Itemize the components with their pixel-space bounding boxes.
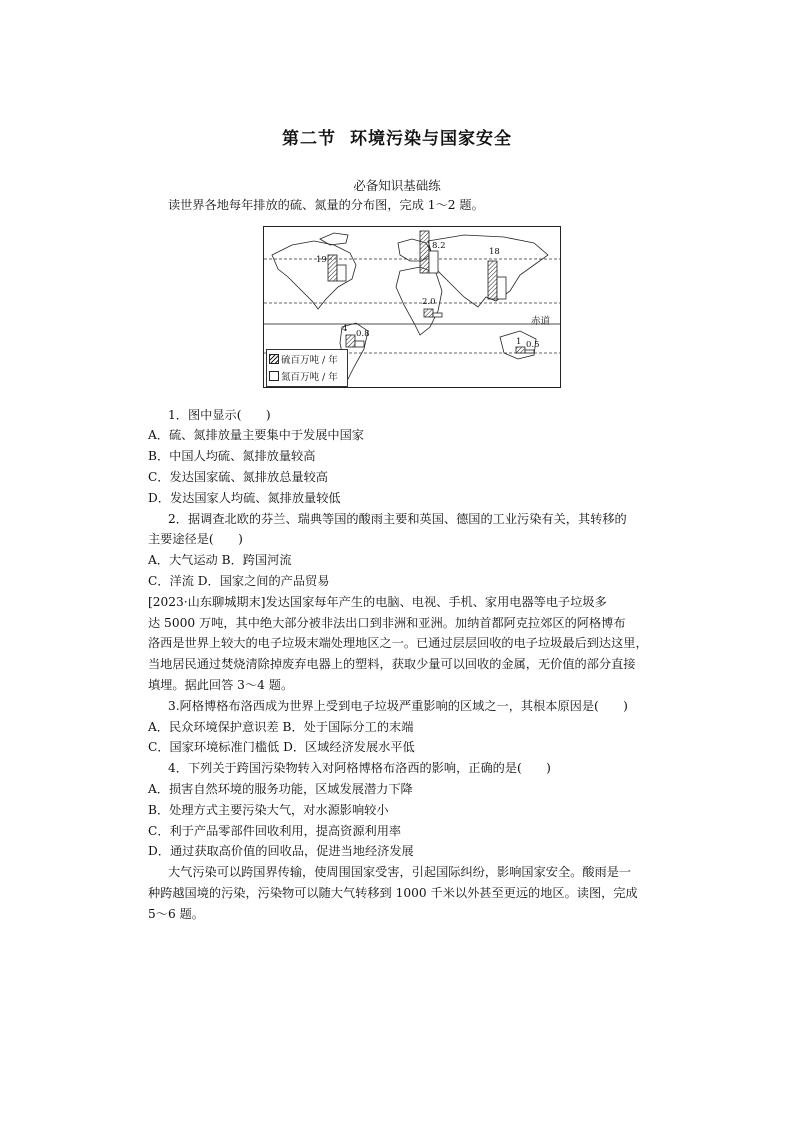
passage2-line3: 洛西是世界上较大的电子垃圾末端处理地区之一。已通过层层回收的电子垃圾最后到达这里， xyxy=(148,636,648,650)
q1-option-b: B．中国人均硫、氮排放量较高 xyxy=(148,449,316,463)
bar-eu-sulfur xyxy=(420,231,429,273)
q4-option-d: D．通过获取高价值的回收品，促进当地经济发展 xyxy=(148,844,414,858)
passage3-line2: 种跨越国境的污染，污染物可以随大气转移到 1000 千米以外甚至更远的地区。读图，完成 xyxy=(148,886,638,900)
value-label: 19 xyxy=(316,255,327,265)
equator-label: 赤道 xyxy=(530,316,550,327)
value-label: 0.8 xyxy=(356,329,370,339)
bar-oc-nitrogen xyxy=(525,350,534,353)
value-label: 18 xyxy=(489,247,500,257)
section-number: 第二节 xyxy=(282,129,336,149)
q2-stem-line2: 主要途径是( ) xyxy=(148,532,243,546)
passage2-line1: [2023·山东聊城期末]发达国家每年产生的电脑、电视、手机、家用电器等电子垃圾多 xyxy=(148,595,607,609)
passage3-line1: 大气污染可以跨国界传输，使周围国家受害，引起国际纠纷，影响国家安全。酸雨是一 xyxy=(168,865,632,879)
bar-na-nitrogen xyxy=(337,265,346,281)
bar-na-sulfur xyxy=(328,255,337,281)
passage2-line5: 填埋。据此回答 3～4 题。 xyxy=(148,678,294,692)
hatched-swatch-icon xyxy=(269,354,279,364)
bar-af-nitrogen xyxy=(433,313,442,317)
q4-stem: 4．下列关于跨国污染物转入对阿格博格布洛西的影响，正确的是( ) xyxy=(168,761,551,775)
section-title: 环境污染与国家安全 xyxy=(350,129,512,149)
page-subtitle: 必备知识基础练 xyxy=(353,178,441,193)
q4-option-a: A．损害自然环境的服务功能，区域发展潜力下降 xyxy=(148,782,413,796)
q2-stem-line1: 2．据调查北欧的芬兰、瑞典等国的酸雨主要和英国、德国的工业污染有关，其转移的 xyxy=(168,512,627,526)
legend-item-nitrogen xyxy=(267,367,347,384)
bar-sa-sulfur xyxy=(346,335,355,347)
q1-option-a: A．硫、氮排放量主要集中于发展中国家 xyxy=(148,428,364,442)
bar-as-sulfur xyxy=(488,261,497,299)
q2-options-cd: C．洋流 D．国家之间的产品贸易 xyxy=(148,574,330,588)
value-label: 0.5 xyxy=(526,340,540,350)
blank-swatch-icon xyxy=(269,371,279,381)
q3-options-ab: A．民众环境保护意识差 B．处于国际分工的末端 xyxy=(148,720,414,734)
page-title xyxy=(0,124,794,149)
q1-option-d: D．发达国家人均硫、氮排放量较低 xyxy=(148,491,341,505)
bar-as-nitrogen xyxy=(497,277,506,299)
passage2-line2: 达 5000 万吨，其中绝大部分被非法出口到非洲和亚洲。加纳首都阿克拉郊区的阿格博布 xyxy=(148,616,626,630)
q4-option-c: C．利于产品零部件回收利用，提高资源利用率 xyxy=(148,824,402,838)
q1-option-c: C．发达国家硫、氮排放总量较高 xyxy=(148,470,328,484)
bar-af-sulfur xyxy=(424,309,433,317)
value-label: 2.0 xyxy=(422,297,436,307)
intro-text: 读世界各地每年排放的硫、氮量的分布图，完成 1～2 题。 xyxy=(168,198,484,212)
value-label: 4 xyxy=(342,324,348,334)
q3-stem: 3.阿格博格布洛西成为世界上受到电子垃圾严重影响的区域之一，其根本原因是( ) xyxy=(168,699,628,713)
legend-label: 硫百万吨 / 年 xyxy=(281,354,338,366)
q1-stem: 1．图中显示( ) xyxy=(168,408,271,422)
map-legend xyxy=(266,349,348,387)
bar-sa-nitrogen xyxy=(355,341,364,347)
passage3-line3: 5～6 题。 xyxy=(148,907,204,921)
value-label: 1 xyxy=(516,337,522,347)
q3-options-cd: C．国家环境标准门槛低 D．区域经济发展水平低 xyxy=(148,740,415,754)
value-label: 8.2 xyxy=(432,241,446,251)
q4-option-b: B．处理方式主要污染大气，对水源影响较小 xyxy=(148,803,389,817)
bar-eu-nitrogen xyxy=(429,251,438,273)
q2-options-ab: A．大气运动 B．跨国河流 xyxy=(148,553,292,567)
legend-label: 氮百万吨 / 年 xyxy=(281,371,338,383)
world-emission-map xyxy=(263,226,561,388)
bar-oc-sulfur xyxy=(516,347,525,353)
passage2-line4: 当地居民通过焚烧清除掉废弃电器上的塑料，获取少量可以回收的金属，无价值的部分直接 xyxy=(148,657,636,671)
legend-item-sulfur xyxy=(267,350,347,367)
